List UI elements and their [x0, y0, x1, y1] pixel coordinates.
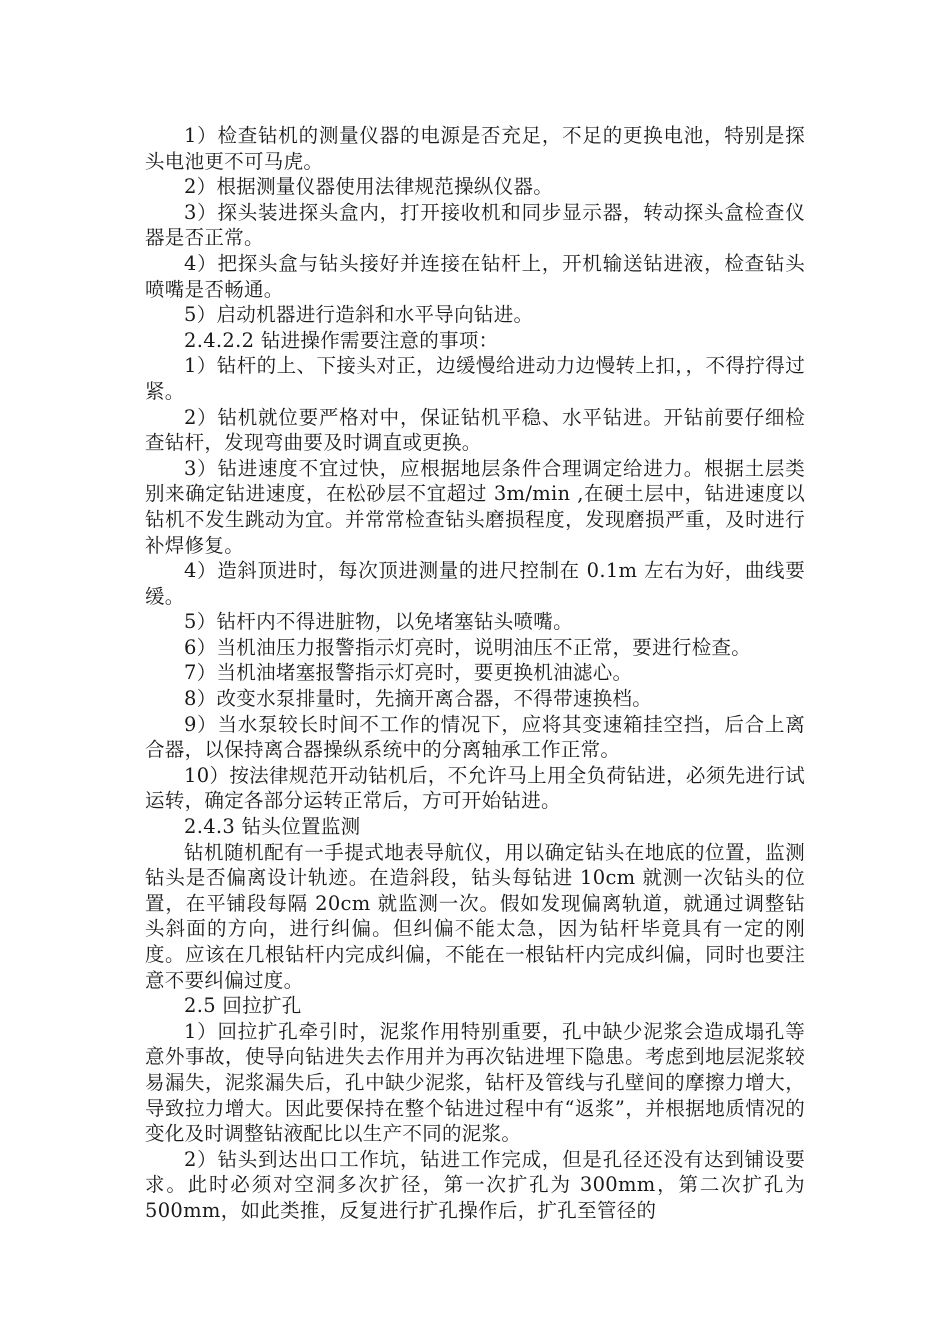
paragraph: 3）探头装进探头盒内，打开接收机和同步显示器，转动探头盒检查仪器是否正常。 — [145, 200, 805, 250]
section-heading: 2.4.3 钻头位置监测 — [184, 815, 361, 839]
paragraph: 1）钻杆的上、下接头对正，边缓慢给进动力边慢转上扣，，不得拧得过紧。 — [145, 354, 805, 403]
paragraph: 钻机随机配有一手提式地表导航仪，用以确定钻头在地底的位置，监测钻头是否偏离设计轨迹。在造斜段，钻头每钻进 10cm 就测一次钻头的位置，在平铺段每隔 20cm 就监测一次。假如发现偏离轨道，就通过调整钻头斜面的方向，进行纠偏。但纠偏不能太急，因为钻杆毕竟具有一定的刚度。应该在几根钻杆内完成纠偏，不能在一根钻杆内完成纠偏，同时也要注意不要纠偏过度。 — [145, 840, 805, 992]
paragraph: 5）启动机器进行造斜和水平导向钻进。 — [184, 303, 534, 327]
document-body — [145, 123, 805, 1224]
paragraph: 1）回拉扩孔牵引时，泥浆作用特别重要，孔中缺少泥浆会造成塌孔等意外事故，使导向钻进失去作用并为再次钻进埋下隐患。考虑到地层泥浆较易漏失，泥浆漏失后，孔中缺少泥浆，钻杆及管线与孔壁间的摩擦力增大，导致拉力增大。因此要保持在整个钻进过程中有“返浆”，并根据地质情况的变化及时调整钻液配比以生产不同的泥浆。 — [145, 1019, 805, 1146]
section-heading: 2.5 回拉扩孔 — [184, 994, 302, 1018]
paragraph: 5）钻杆内不得进脏物，以免堵塞钻头喷嘴。 — [184, 610, 573, 634]
section-heading: 2.4.2.2 钻进操作需要注意的事项： — [184, 328, 499, 352]
paragraph: 7）当机油堵塞报警指示灯亮时，要更换机油滤心。 — [184, 661, 633, 685]
paragraph: 3）钻进速度不宜过快，应根据地层条件合理调定给进力。根据土层类别来确定钻进速度，在松砂层不宜超过 3m/min ,在硬土层中，钻进速度以钻机不发生跳动为宜。并常常检查钻头磨损程度，发现磨损严重，及时进行补焊修复。 — [145, 456, 805, 557]
paragraph: 8）改变水泵排量时，先摘开离合器，不得带速换档。 — [184, 687, 653, 711]
paragraph: 2）根据测量仪器使用法律规范操纵仪器。 — [184, 175, 554, 199]
paragraph: 2）钻机就位要严格对中，保证钻机平稳、水平钻进。开钻前要仔细检查钻杆，发现弯曲要及时调直或更换。 — [145, 405, 805, 455]
paragraph: 1）检查钻机的测量仪器的电源是否充足，不足的更换电池，特别是探头电池更不可马虎。 — [145, 124, 805, 173]
paragraph: 10）按法律规范开动钻机后，不允许马上用全负荷钻进，必须先进行试运转，确定各部分运转正常后，方可开始钻进。 — [145, 763, 805, 813]
paragraph: 9）当水泵较长时间不工作的情况下，应将其变速箱挂空挡，后合上离合器，以保持离合器操纵系统中的分离轴承工作正常。 — [145, 712, 805, 762]
paragraph: 2）钻头到达出口工作坑，钻进工作完成，但是孔径还没有达到铺设要求。此时必须对空洞多次扩径，第一次扩孔为 300mm，第二次扩孔为 500mm，如此类推，反复进行扩孔操作后，扩孔至管径的 — [145, 1147, 805, 1222]
paragraph: 4）造斜顶进时，每次顶进测量的进尺控制在 0.1m 左右为好，曲线要缓。 — [145, 559, 805, 608]
paragraph: 4）把探头盒与钻头接好并连接在钻杆上，开机输送钻进液，检查钻头喷嘴是否畅通。 — [145, 251, 805, 301]
paragraph: 6）当机油压力报警指示灯亮时，说明油压不正常，要进行检查。 — [184, 635, 752, 659]
